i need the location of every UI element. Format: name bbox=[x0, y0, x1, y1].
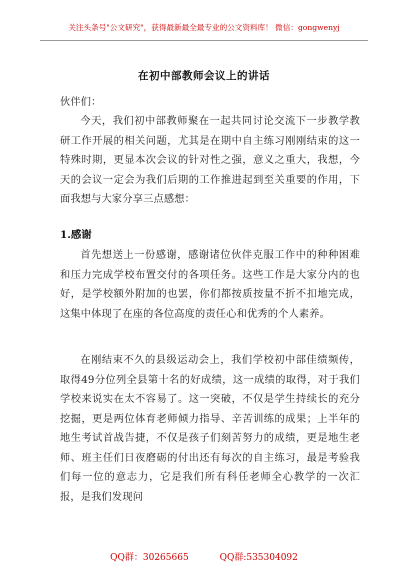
header-divider bbox=[40, 40, 368, 41]
footer-qq-group-2: QQ群:535304092 bbox=[219, 553, 298, 563]
document-title: 在初中部教师会议上的讲话 bbox=[138, 70, 270, 82]
section-paragraph: 在刚结束不久的县级运动会上，我们学校初中部佳绩频传，取得49分位列全县第十名的好成绩，这一成绩的取得，对于我们学校来说实在太不容易了。这一突破，不仅是学生持续长的充分挖掘，更是两位体育老师倾力指导、辛苦训练的成果；上半年的地生考试首战告捷，不仅是孩子们刻苦努力的成绩，更是地生老师、班主任们日夜磨砺的付出还有每次的自主练习，最是考验我们每一位的意志力，它是我们所有科任老师全心教学的一次汇报，是我们发现问 bbox=[60, 355, 360, 503]
salutation: 伙伴们： bbox=[60, 97, 102, 108]
footer-qq-group-1: QQ群：30265665 bbox=[110, 553, 189, 563]
header-banner: 关注头条号"公文研究"，获得最新最全最专业的公文资料库！ 微信：gongwenyj bbox=[68, 23, 340, 32]
intro-paragraph: 今天，我们初中部教师聚在一起共同讨论交流下一步教学教研工作开展的相关问题，尤其是在期中自主练习刚刚结束的这一特殊时期，更显本次会议的针对性之强，意义之重大，我想，今天的会议一定会为我们后期的工作推进起到至关重要的作用，下面我想与大家分享三点感想： bbox=[60, 116, 360, 205]
section-paragraph: 首先想送上一份感谢，感谢诸位伙伴克服工作中的种种困难和压力完成学校布置交付的各项任务。这些工作是大家分内的也好，是学校额外附加的也罢，你们都按质按量不折不扣地完成，这集中体现了在座的各位高度的责任心和优秀的个人素养。 bbox=[60, 250, 360, 320]
footer bbox=[0, 550, 408, 563]
section-heading: 1.感谢 bbox=[60, 229, 92, 241]
